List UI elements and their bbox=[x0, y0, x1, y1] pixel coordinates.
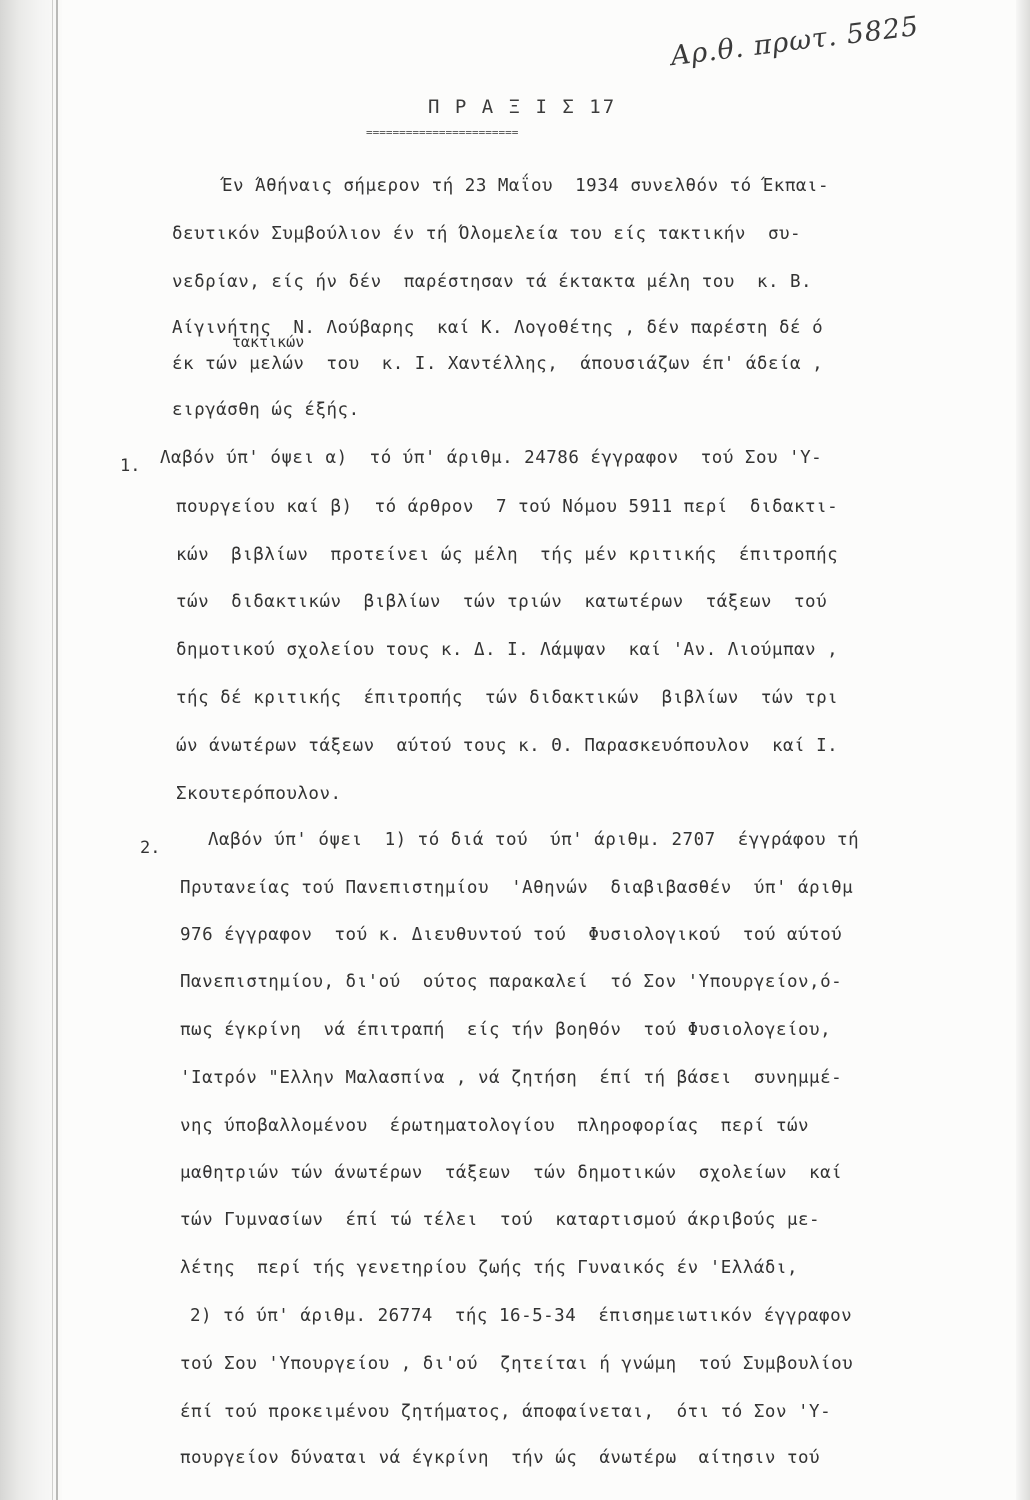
item-1-line: τής δέ κριτικής έπιτροπής τών διδακτικών βιβλίων τών τρι bbox=[176, 688, 839, 708]
right-edge-shadow bbox=[1016, 0, 1030, 1500]
item-2-line: τών Γυμνασίων έπί τώ τέλει τού καταρτισμού άκριβούς με- bbox=[180, 1210, 821, 1230]
item-2-line: πουργείον δύναται νά έγκρίνη τήν ώς άνωτέρω αίτησιν τού bbox=[180, 1448, 821, 1468]
intro-line: ειργάσθη ώς έξής. bbox=[172, 400, 360, 420]
item-1-line: δημοτικού σχολείου τους κ. Δ. Ι. Λάμψαν καί 'Αν. Λιούμπαν , bbox=[176, 640, 839, 660]
item-2-line: μαθητριών τών άνωτέρων τάξεων τών δημοτικών σχολείων καί bbox=[180, 1163, 843, 1183]
item-2-line: Πανεπιστημίου, δι'ού ούτος παρακαλεί τό Σον 'Υπουργείον,ό- bbox=[180, 972, 843, 992]
item-2-line: τού Σου 'Υπουργείου , δι'ού ζητείται ή γνώμη τού Συμβουλίου bbox=[180, 1354, 854, 1374]
item-1-line: ών άνωτέρων τάξεων αύτού τους κ. Θ. Παρασκευόπουλον καί Ι. bbox=[176, 736, 839, 756]
item-2-number: 2. bbox=[140, 838, 161, 858]
document-title: Π Ρ Α Ξ Ι Σ 17 bbox=[428, 96, 617, 118]
item-1-line: κών βιβλίων προτείνει ώς μέλη τής μέν κριτικής έπιτροπής bbox=[176, 545, 839, 565]
binding-fold-line bbox=[52, 0, 53, 1500]
intro-line: Έν Άθήναις σήμερον τή 23 Μαΐου 1934 συνελθόν τό Έκπαι- bbox=[222, 176, 829, 196]
item-1-number: 1. bbox=[120, 456, 141, 476]
item-2-line: έπί τού προκειμένου ζητήματος, άποφαίνεται, ότι τό Σον 'Υ- bbox=[180, 1402, 832, 1422]
item-1-line: πουργείου καί β) τό άρθρον 7 τού Νόμου 5911 περί διδακτι- bbox=[176, 497, 839, 517]
item-2-line: λέτης περί τής γενετηρίου ζωής τής Γυναικός έν 'Ελλάδι, bbox=[180, 1258, 799, 1278]
item-2-line: Πρυτανείας τού Πανεπιστημίου 'Αθηνών διαβιβασθέν ύπ' άριθμ bbox=[180, 878, 854, 898]
title-underline: ======================= bbox=[366, 126, 519, 139]
intro-line: νεδρίαν, είς ήν δέν παρέστησαν τά έκτακτα μέλη του κ. Β. bbox=[172, 272, 813, 292]
item-2-line: πως έγκρίνη νά έπιτραπή είς τήν βοηθόν τού Φυσιολογείου, bbox=[180, 1020, 832, 1040]
intro-line: Αίγινήτης Ν. Λούβαρης καί Κ. Λογοθέτης , δέν παρέστη δέ ό bbox=[172, 318, 824, 338]
item-1-line: Σκουτερόπουλον. bbox=[176, 784, 342, 804]
handwritten-reference-number: Αρ.θ. πρωτ. 5825 bbox=[669, 10, 921, 73]
intro-line: έκ τών μελών του κ. Ι. Χαντέλλης, άπουσιάζων έπ' άδεία , bbox=[172, 354, 824, 374]
binding-margin-line bbox=[56, 0, 58, 1500]
item-2-line: 'Ιατρόν "Ελλην Μαλασπίνα , νά ζητήση έπί τή βάσει συνημμέ- bbox=[180, 1068, 843, 1088]
item-2-line: Λαβόν ύπ' όψει 1) τό διά τού ύπ' άριθμ. 2707 έγγράφου τή bbox=[208, 830, 860, 850]
inserted-word: τακτικών bbox=[232, 333, 305, 351]
item-2-line: 976 έγγραφον τού κ. Διευθυντού τού Φυσιολογικού τού αύτού bbox=[180, 925, 843, 945]
item-2-line: νης ύποβαλλομένου έρωτηματολογίου πληροφορίας περί τών bbox=[180, 1116, 810, 1136]
item-1-line: Λαβόν ύπ' όψει α) τό ύπ' άριθμ. 24786 έγγραφον τού Σου 'Υ- bbox=[160, 448, 823, 468]
item-1-line: τών διδακτικών βιβλίων τών τριών κατωτέρων τάξεων τού bbox=[176, 592, 828, 612]
intro-line: δευτικόν Συμβούλιον έν τή Όλομελεία του είς τακτικήν συ- bbox=[172, 224, 802, 244]
item-2-line: 2) τό ύπ' άριθμ. 26774 τής 16-5-34 έπισημειωτικόν έγγραφον bbox=[190, 1306, 853, 1326]
